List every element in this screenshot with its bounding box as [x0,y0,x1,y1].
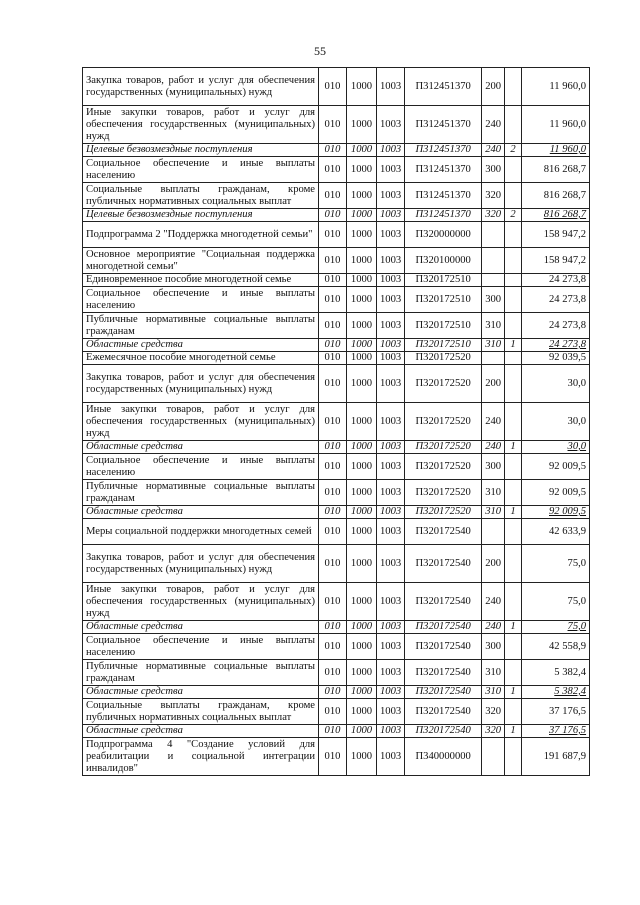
row-expense-type: 310 [482,313,505,339]
row-admin-code: 010 [319,725,347,738]
table-row [83,545,590,583]
row-name: Иные закупки товаров, работ и услуг для обеспечения государственных (муниципальных) нужд [83,583,319,621]
row-name: Областные средства [83,441,319,454]
row-subsection-code: 1003 [377,480,405,506]
row-subsection-code: 1003 [377,313,405,339]
row-source-code [505,480,522,506]
row-admin-code: 010 [319,183,347,209]
row-admin-code: 010 [319,634,347,660]
table-row [83,157,590,183]
row-subsection-code: 1003 [377,403,405,441]
row-admin-code: 010 [319,222,347,248]
row-amount: 24 273,8 [522,339,590,352]
row-name: Областные средства [83,686,319,699]
row-subsection-code: 1003 [377,686,405,699]
row-subsection-code: 1003 [377,222,405,248]
row-admin-code: 010 [319,583,347,621]
row-target-code: П312451370 [405,68,482,106]
row-amount: 42 633,9 [522,519,590,545]
row-source-code [505,660,522,686]
row-expense-type: 200 [482,545,505,583]
row-target-code: П320172540 [405,634,482,660]
row-name: Закупка товаров, работ и услуг для обеспечения государственных (муниципальных) нужд [83,365,319,403]
row-section-code: 1000 [347,699,377,725]
row-target-code: П320172510 [405,287,482,313]
row-section-code: 1000 [347,545,377,583]
row-target-code: П312451370 [405,157,482,183]
row-subsection-code: 1003 [377,144,405,157]
row-target-code: П312451370 [405,183,482,209]
row-source-code: 1 [505,506,522,519]
row-name: Иные закупки товаров, работ и услуг для обеспечения государственных (муниципальных) нужд [83,403,319,441]
row-subsection-code: 1003 [377,352,405,365]
row-amount: 24 273,8 [522,313,590,339]
row-admin-code: 010 [319,480,347,506]
row-section-code: 1000 [347,738,377,776]
row-target-code: П320172540 [405,699,482,725]
table-row [83,313,590,339]
row-admin-code: 010 [319,313,347,339]
row-target-code: П312451370 [405,106,482,144]
row-source-code [505,634,522,660]
row-target-code: П320172510 [405,313,482,339]
row-section-code: 1000 [347,313,377,339]
row-amount: 75,0 [522,545,590,583]
row-section-code: 1000 [347,106,377,144]
row-source-code [505,183,522,209]
row-target-code: П320172540 [405,519,482,545]
row-source-code [505,699,522,725]
row-section-code: 1000 [347,339,377,352]
row-expense-type: 310 [482,506,505,519]
row-target-code: П312451370 [405,209,482,222]
row-subsection-code: 1003 [377,660,405,686]
table-row [83,454,590,480]
row-section-code: 1000 [347,621,377,634]
row-amount: 30,0 [522,365,590,403]
row-subsection-code: 1003 [377,365,405,403]
row-amount: 92 009,5 [522,454,590,480]
row-admin-code: 010 [319,68,347,106]
row-expense-type: 240 [482,621,505,634]
row-subsection-code: 1003 [377,209,405,222]
table-row [83,506,590,519]
table-row [83,583,590,621]
row-subsection-code: 1003 [377,621,405,634]
table-row [83,106,590,144]
row-target-code: П320172520 [405,441,482,454]
row-amount: 11 960,0 [522,106,590,144]
row-subsection-code: 1003 [377,545,405,583]
row-source-code [505,248,522,274]
table-row [83,68,590,106]
row-expense-type: 240 [482,583,505,621]
row-amount: 75,0 [522,621,590,634]
row-subsection-code: 1003 [377,287,405,313]
row-target-code: П320172540 [405,725,482,738]
row-expense-type [482,738,505,776]
row-section-code: 1000 [347,519,377,545]
row-source-code: 2 [505,144,522,157]
row-subsection-code: 1003 [377,441,405,454]
row-name: Областные средства [83,725,319,738]
row-expense-type: 310 [482,339,505,352]
row-admin-code: 010 [319,699,347,725]
row-subsection-code: 1003 [377,506,405,519]
row-source-code [505,519,522,545]
row-admin-code: 010 [319,545,347,583]
row-source-code [505,287,522,313]
row-target-code: П312451370 [405,144,482,157]
row-section-code: 1000 [347,222,377,248]
row-name: Закупка товаров, работ и услуг для обеспечения государственных (муниципальных) нужд [83,68,319,106]
row-name: Областные средства [83,339,319,352]
row-target-code: П320172520 [405,365,482,403]
row-name: Областные средства [83,506,319,519]
row-amount: 24 273,8 [522,287,590,313]
row-target-code: П340000000 [405,738,482,776]
row-amount: 42 558,9 [522,634,590,660]
table-row [83,441,590,454]
row-amount: 11 960,0 [522,144,590,157]
row-subsection-code: 1003 [377,248,405,274]
row-name: Закупка товаров, работ и услуг для обеспечения государственных (муниципальных) нужд [83,545,319,583]
row-amount: 92 039,5 [522,352,590,365]
row-expense-type: 320 [482,725,505,738]
row-target-code: П320172520 [405,506,482,519]
table-row [83,403,590,441]
row-expense-type: 320 [482,209,505,222]
row-expense-type: 310 [482,480,505,506]
row-admin-code: 010 [319,274,347,287]
row-target-code: П320172520 [405,352,482,365]
table-row [83,274,590,287]
row-expense-type: 200 [482,365,505,403]
row-amount: 37 176,5 [522,699,590,725]
row-expense-type: 240 [482,441,505,454]
row-admin-code: 010 [319,441,347,454]
row-subsection-code: 1003 [377,634,405,660]
row-name: Подпрограмма 4 "Создание условий для реабилитации и социальной интеграции инвалидов" [83,738,319,776]
row-amount: 816 268,7 [522,209,590,222]
table-row [83,144,590,157]
row-admin-code: 010 [319,352,347,365]
row-amount: 158 947,2 [522,248,590,274]
row-expense-type: 200 [482,68,505,106]
table-row [83,209,590,222]
row-name: Областные средства [83,621,319,634]
row-admin-code: 010 [319,660,347,686]
row-section-code: 1000 [347,144,377,157]
row-name: Публичные нормативные социальные выплаты гражданам [83,480,319,506]
row-section-code: 1000 [347,480,377,506]
row-section-code: 1000 [347,441,377,454]
row-section-code: 1000 [347,686,377,699]
row-name: Единовременное пособие многодетной семье [83,274,319,287]
row-name: Социальное обеспечение и иные выплаты населению [83,454,319,480]
row-expense-type: 310 [482,660,505,686]
row-subsection-code: 1003 [377,274,405,287]
row-amount: 92 009,5 [522,506,590,519]
table-row [83,222,590,248]
row-source-code [505,454,522,480]
row-amount: 30,0 [522,403,590,441]
row-section-code: 1000 [347,274,377,287]
row-admin-code: 010 [319,403,347,441]
row-amount: 191 687,9 [522,738,590,776]
row-admin-code: 010 [319,339,347,352]
row-expense-type [482,222,505,248]
row-target-code: П320172510 [405,274,482,287]
row-subsection-code: 1003 [377,339,405,352]
row-target-code: П320100000 [405,248,482,274]
row-admin-code: 010 [319,209,347,222]
row-source-code: 1 [505,339,522,352]
row-section-code: 1000 [347,157,377,183]
row-name: Социальное обеспечение и иные выплаты населению [83,157,319,183]
row-section-code: 1000 [347,660,377,686]
row-admin-code: 010 [319,248,347,274]
row-name: Социальное обеспечение и иные выплаты населению [83,634,319,660]
row-amount: 30,0 [522,441,590,454]
row-amount: 158 947,2 [522,222,590,248]
row-target-code: П320172540 [405,545,482,583]
row-admin-code: 010 [319,287,347,313]
row-source-code: 1 [505,725,522,738]
row-target-code: П320172540 [405,660,482,686]
row-target-code: П320172520 [405,454,482,480]
table-row [83,248,590,274]
row-section-code: 1000 [347,248,377,274]
row-source-code [505,403,522,441]
row-source-code [505,583,522,621]
row-section-code: 1000 [347,583,377,621]
row-name: Меры социальной поддержки многодетных семей [83,519,319,545]
row-target-code: П320172540 [405,583,482,621]
row-admin-code: 010 [319,144,347,157]
row-expense-type: 310 [482,686,505,699]
row-subsection-code: 1003 [377,519,405,545]
row-source-code [505,68,522,106]
row-amount: 11 960,0 [522,68,590,106]
row-expense-type [482,352,505,365]
row-section-code: 1000 [347,403,377,441]
row-source-code [505,157,522,183]
row-expense-type: 240 [482,403,505,441]
row-source-code [505,545,522,583]
budget-table [82,67,590,776]
table-row [83,699,590,725]
row-admin-code: 010 [319,621,347,634]
table-row [83,183,590,209]
row-admin-code: 010 [319,738,347,776]
row-expense-type [482,519,505,545]
row-name: Публичные нормативные социальные выплаты гражданам [83,660,319,686]
table-row [83,686,590,699]
row-section-code: 1000 [347,68,377,106]
row-source-code: 1 [505,686,522,699]
row-amount: 5 382,4 [522,660,590,686]
table-row [83,519,590,545]
row-expense-type: 320 [482,183,505,209]
row-amount: 24 273,8 [522,274,590,287]
row-subsection-code: 1003 [377,583,405,621]
row-expense-type: 320 [482,699,505,725]
row-name: Иные закупки товаров, работ и услуг для обеспечения государственных (муниципальных) нужд [83,106,319,144]
row-amount: 816 268,7 [522,157,590,183]
row-section-code: 1000 [347,287,377,313]
row-source-code: 2 [505,209,522,222]
row-expense-type: 300 [482,157,505,183]
row-expense-type: 240 [482,106,505,144]
row-admin-code: 010 [319,506,347,519]
row-subsection-code: 1003 [377,738,405,776]
row-target-code: П320172540 [405,686,482,699]
row-subsection-code: 1003 [377,183,405,209]
row-amount: 37 176,5 [522,725,590,738]
row-admin-code: 010 [319,365,347,403]
row-amount: 92 009,5 [522,480,590,506]
row-target-code: П320172540 [405,621,482,634]
row-target-code: П320172520 [405,480,482,506]
row-section-code: 1000 [347,209,377,222]
table-row [83,365,590,403]
row-source-code: 1 [505,621,522,634]
row-admin-code: 010 [319,454,347,480]
row-section-code: 1000 [347,352,377,365]
row-expense-type: 300 [482,634,505,660]
row-expense-type: 240 [482,144,505,157]
table-row [83,480,590,506]
row-source-code [505,274,522,287]
row-expense-type [482,248,505,274]
row-subsection-code: 1003 [377,157,405,183]
table-row [83,738,590,776]
row-name: Основное мероприятие "Социальная поддержка многодетной семьи" [83,248,319,274]
row-expense-type: 300 [482,454,505,480]
row-name: Публичные нормативные социальные выплаты гражданам [83,313,319,339]
row-section-code: 1000 [347,725,377,738]
row-source-code [505,313,522,339]
row-subsection-code: 1003 [377,725,405,738]
row-target-code: П320172510 [405,339,482,352]
row-name: Целевые безвозмездные поступления [83,209,319,222]
row-expense-type: 300 [482,287,505,313]
row-amount: 816 268,7 [522,183,590,209]
table-row [83,621,590,634]
row-source-code: 1 [505,441,522,454]
row-subsection-code: 1003 [377,699,405,725]
row-subsection-code: 1003 [377,68,405,106]
row-name: Социальные выплаты гражданам, кроме публичных нормативных социальных выплат [83,183,319,209]
table-row [83,660,590,686]
row-source-code [505,222,522,248]
row-section-code: 1000 [347,183,377,209]
row-subsection-code: 1003 [377,106,405,144]
row-source-code [505,365,522,403]
row-section-code: 1000 [347,506,377,519]
table-row [83,352,590,365]
row-target-code: П320172520 [405,403,482,441]
row-name: Ежемесячное пособие многодетной семье [83,352,319,365]
row-name: Социальное обеспечение и иные выплаты населению [83,287,319,313]
row-section-code: 1000 [347,454,377,480]
row-admin-code: 010 [319,519,347,545]
row-source-code [505,738,522,776]
row-section-code: 1000 [347,634,377,660]
table-row [83,725,590,738]
row-subsection-code: 1003 [377,454,405,480]
row-section-code: 1000 [347,365,377,403]
table-row [83,287,590,313]
row-name: Социальные выплаты гражданам, кроме публичных нормативных социальных выплат [83,699,319,725]
row-name: Подпрограмма 2 "Поддержка многодетной семьи" [83,222,319,248]
page-number: 55 [314,44,326,58]
row-amount: 5 382,4 [522,686,590,699]
table-row [83,634,590,660]
row-expense-type [482,274,505,287]
row-target-code: П320000000 [405,222,482,248]
row-name: Целевые безвозмездные поступления [83,144,319,157]
row-admin-code: 010 [319,686,347,699]
row-source-code [505,352,522,365]
table-row [83,339,590,352]
row-admin-code: 010 [319,106,347,144]
row-source-code [505,106,522,144]
row-amount: 75,0 [522,583,590,621]
row-admin-code: 010 [319,157,347,183]
